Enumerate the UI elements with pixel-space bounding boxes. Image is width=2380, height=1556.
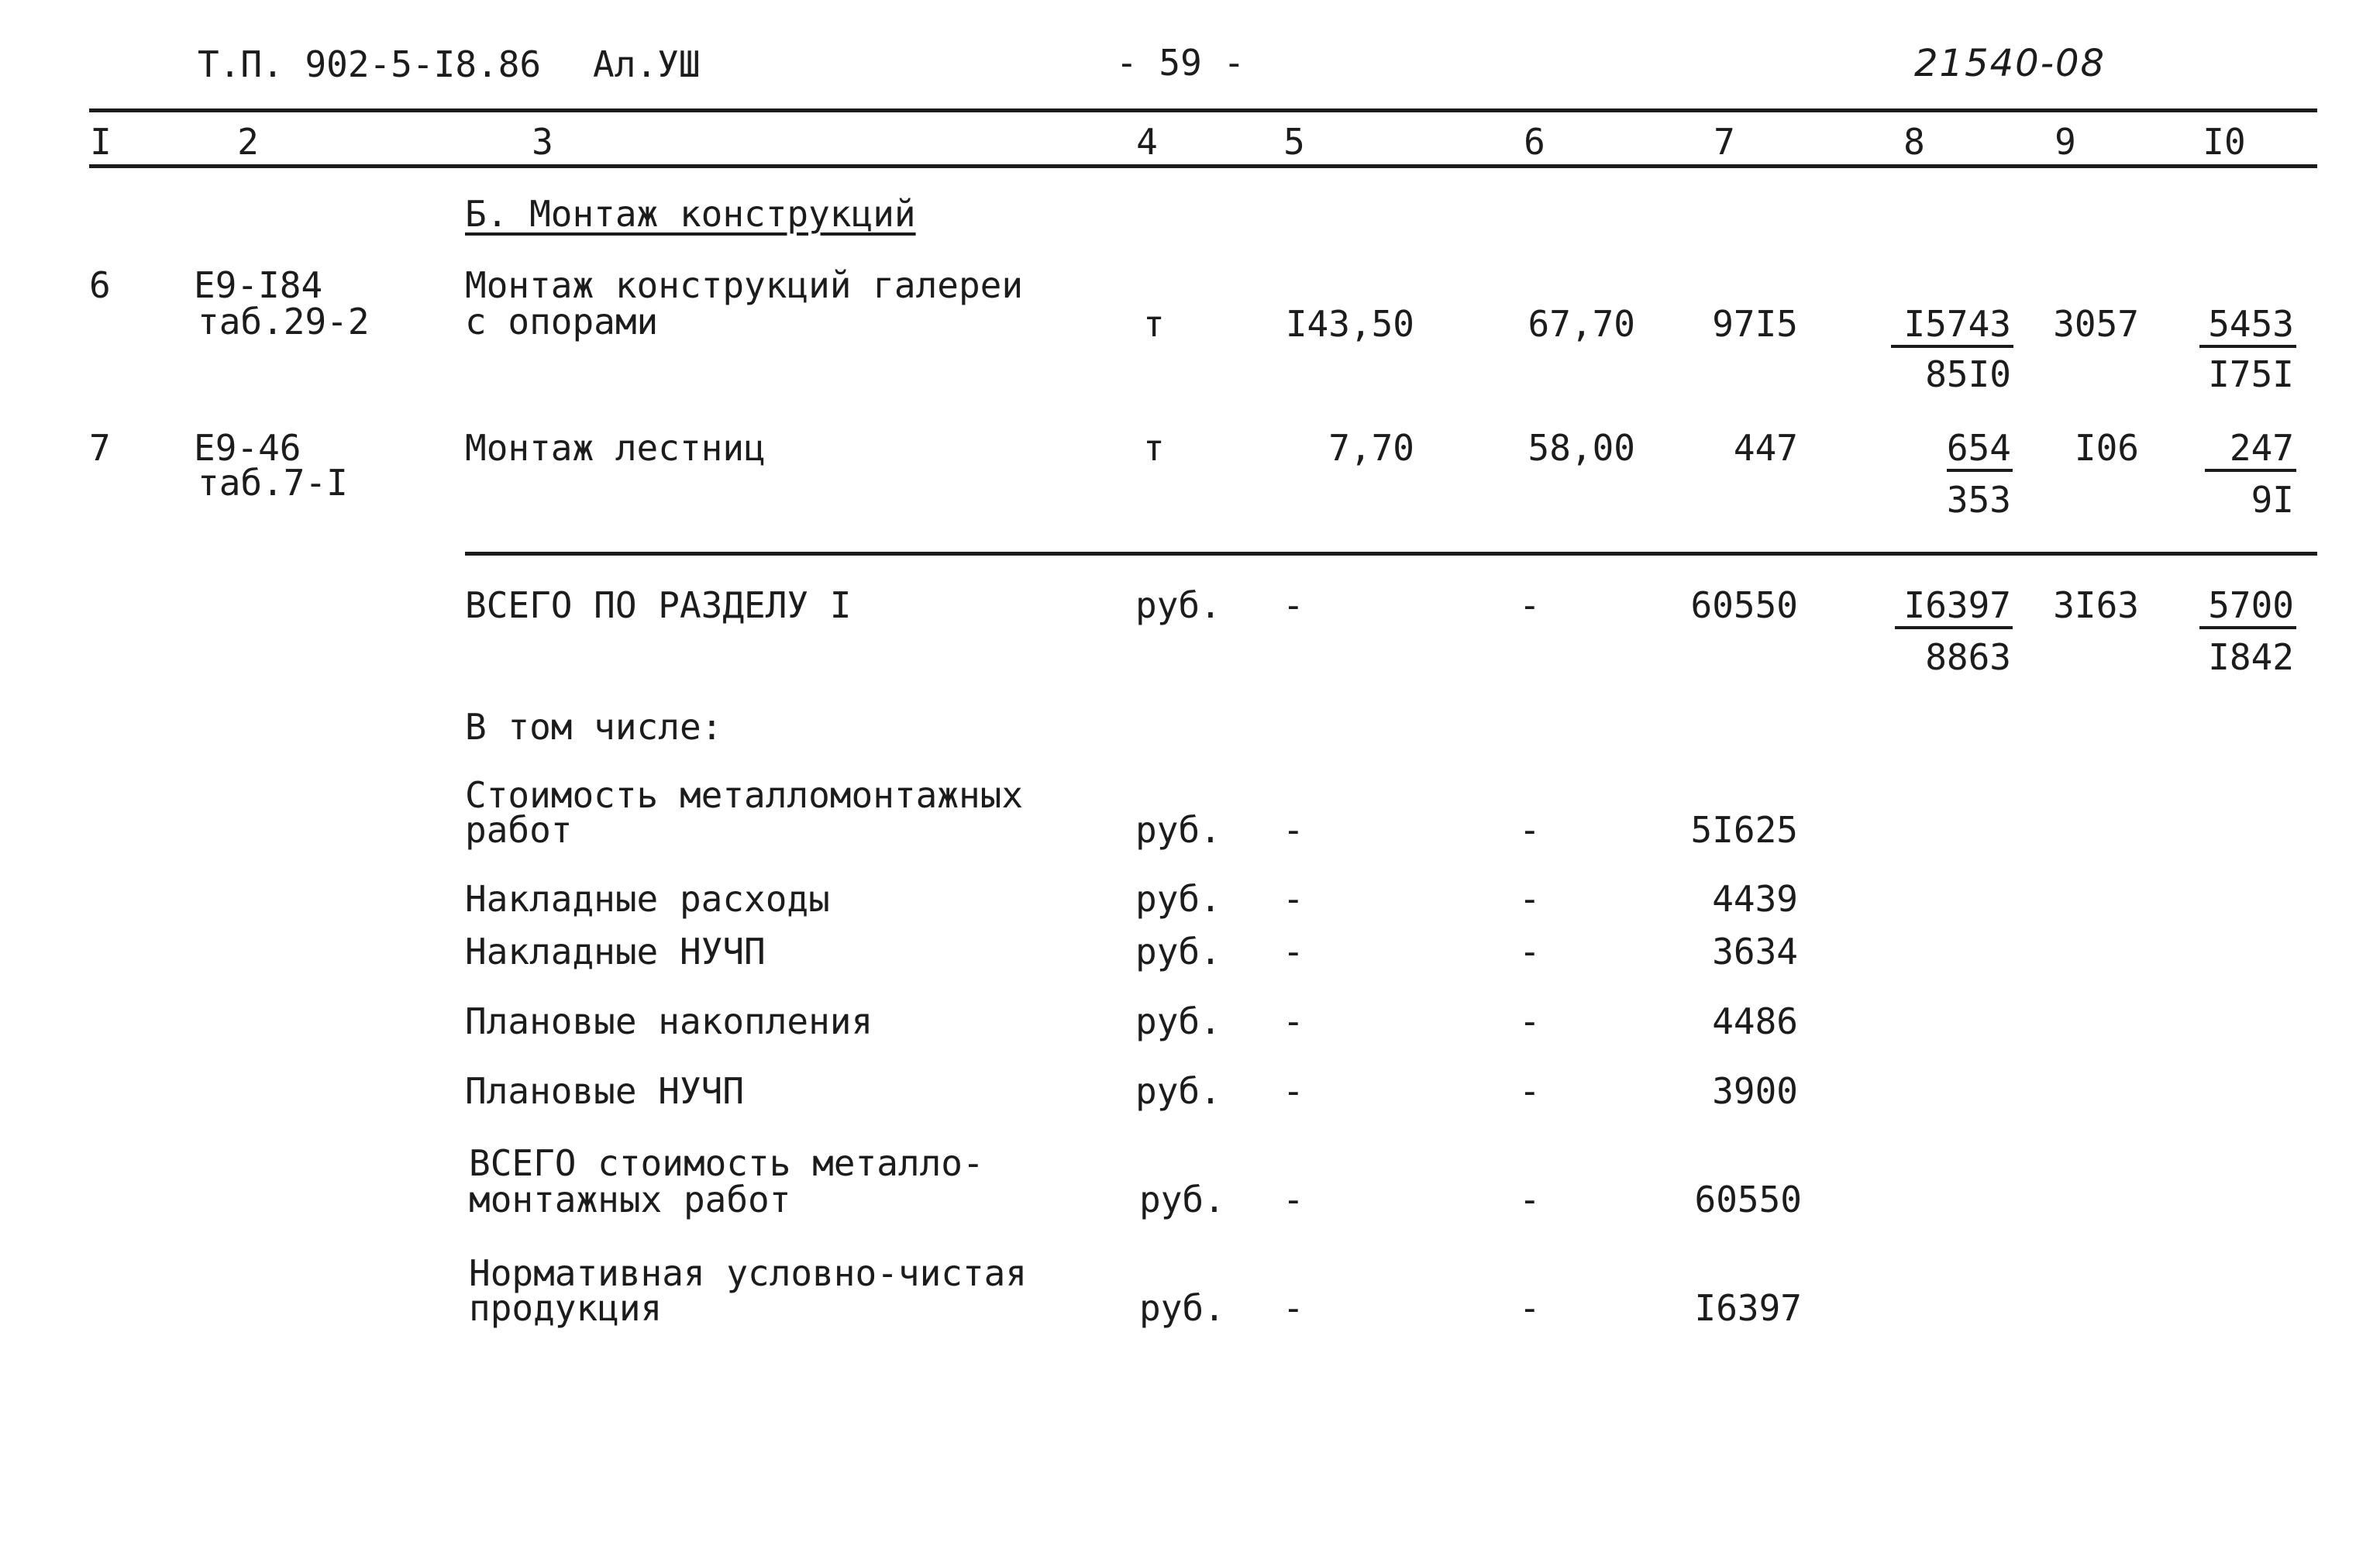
breakdown-unit-price: - bbox=[1519, 1070, 1541, 1112]
row-total: 97I5 bbox=[1712, 303, 1798, 345]
row-col8-fraction-bar bbox=[1947, 469, 2013, 472]
breakdown-unit-price: - bbox=[1519, 878, 1541, 920]
row-total: 447 bbox=[1733, 427, 1798, 469]
total-col10-top: 5700 bbox=[2208, 584, 2294, 626]
breakdown-quantity: - bbox=[1283, 1287, 1304, 1329]
row-col8-fraction-bar bbox=[1891, 345, 2013, 348]
row-col8-top: 654 bbox=[1946, 427, 2011, 469]
row-number: 7 bbox=[89, 427, 111, 469]
total-col8-top: I6397 bbox=[1903, 584, 2011, 626]
breakdown-unit-price: - bbox=[1519, 1287, 1541, 1329]
breakdown-label-cont: продукция bbox=[469, 1287, 663, 1329]
row-number: 6 bbox=[89, 264, 111, 306]
including-label: В том числе: bbox=[465, 706, 723, 748]
breakdown-total: 5I625 bbox=[1690, 809, 1798, 851]
row-unit-price: 67,70 bbox=[1528, 303, 1635, 345]
breakdown-total: 4439 bbox=[1712, 878, 1798, 920]
breakdown-unit: руб. bbox=[1139, 1179, 1225, 1220]
breakdown-total: 3634 bbox=[1712, 931, 1798, 972]
header-rule bbox=[89, 164, 2317, 168]
breakdown-unit-price: - bbox=[1519, 1000, 1541, 1042]
total-unit-price: - bbox=[1519, 584, 1541, 626]
breakdown-label: Накладные НУЧП bbox=[465, 931, 766, 972]
row-col10-bottom: I75I bbox=[2208, 353, 2294, 395]
row-table-ref: таб.7-I bbox=[198, 462, 348, 504]
breakdown-quantity: - bbox=[1283, 931, 1304, 972]
row-col10-top: 5453 bbox=[2208, 303, 2294, 345]
row-col10-top: 247 bbox=[2229, 427, 2294, 469]
row-name-cont: с опорами bbox=[465, 301, 659, 343]
breakdown-label: ВСЕГО стоимость металло- bbox=[469, 1142, 984, 1184]
row-code: Е9-46 bbox=[194, 427, 301, 469]
row-quantity: I43,50 bbox=[1285, 303, 1414, 345]
handwritten-code: 21540-08 bbox=[1914, 42, 2106, 85]
breakdown-unit-price: - bbox=[1519, 809, 1541, 851]
row-table-ref: таб.29-2 bbox=[198, 301, 370, 343]
breakdown-quantity: - bbox=[1283, 1179, 1304, 1220]
row-col10-bottom: 9I bbox=[2251, 479, 2294, 521]
breakdown-total: 60550 bbox=[1694, 1179, 1802, 1220]
total-col10-fraction-bar bbox=[2199, 626, 2296, 629]
breakdown-quantity: - bbox=[1283, 809, 1304, 851]
top-rule bbox=[89, 108, 2317, 112]
breakdown-total: 4486 bbox=[1712, 1000, 1798, 1042]
total-col9: 3I63 bbox=[2053, 584, 2139, 626]
album-number: Ал.УШ bbox=[593, 43, 701, 85]
row-col10-fraction-bar bbox=[2199, 345, 2296, 348]
breakdown-total: I6397 bbox=[1694, 1287, 1802, 1329]
breakdown-label: Накладные расходы bbox=[465, 878, 830, 920]
breakdown-unit-price: - bbox=[1519, 1179, 1541, 1220]
breakdown-label: Нормативная условно-чистая bbox=[469, 1252, 1028, 1294]
breakdown-quantity: - bbox=[1283, 1000, 1304, 1042]
breakdown-unit: руб. bbox=[1139, 1287, 1225, 1329]
total-separator-rule bbox=[465, 552, 2317, 556]
breakdown-label: Стоимость металломонтажных bbox=[465, 774, 1024, 816]
breakdown-label: Плановые накопления bbox=[465, 1000, 873, 1042]
breakdown-quantity: - bbox=[1283, 878, 1304, 920]
col-header-7: 7 bbox=[1714, 121, 1735, 163]
row-col8-bottom: 353 bbox=[1946, 479, 2011, 521]
row-unit-price: 58,00 bbox=[1528, 427, 1635, 469]
page-number: - 59 - bbox=[1116, 42, 1245, 84]
row-col9: 3057 bbox=[2053, 303, 2139, 345]
row-col9: I06 bbox=[2074, 427, 2139, 469]
total-col10-bottom: I842 bbox=[2208, 636, 2294, 678]
total-col8-bottom: 8863 bbox=[1925, 636, 2011, 678]
row-col10-fraction-bar bbox=[2205, 469, 2296, 472]
total-unit: руб. bbox=[1135, 584, 1221, 626]
row-col8-top: I5743 bbox=[1903, 303, 2011, 345]
col-header-8: 8 bbox=[1903, 121, 1925, 163]
breakdown-label-cont: работ bbox=[465, 809, 573, 851]
col-header-3: 3 bbox=[532, 121, 553, 163]
col-header-6: 6 bbox=[1524, 121, 1545, 163]
breakdown-total: 3900 bbox=[1712, 1070, 1798, 1112]
total-col8-fraction-bar bbox=[1895, 626, 2013, 629]
row-name: Монтаж конструкций галереи bbox=[465, 264, 1024, 306]
col-header-10: I0 bbox=[2203, 121, 2246, 163]
col-header-4: 4 bbox=[1136, 121, 1158, 163]
col-header-9: 9 bbox=[2055, 121, 2076, 163]
row-col8-bottom: 85I0 bbox=[1925, 353, 2011, 395]
col-header-2: 2 bbox=[237, 121, 259, 163]
col-header-5: 5 bbox=[1283, 121, 1305, 163]
breakdown-label: Плановые НУЧП bbox=[465, 1070, 745, 1112]
breakdown-label-cont: монтажных работ bbox=[469, 1179, 791, 1220]
row-name: Монтаж лестниц bbox=[465, 427, 766, 469]
col-header-1: I bbox=[90, 121, 112, 163]
total-label: ВСЕГО ПО РАЗДЕЛУ I bbox=[465, 584, 852, 626]
breakdown-quantity: - bbox=[1283, 1070, 1304, 1112]
breakdown-unit-price: - bbox=[1519, 931, 1541, 972]
breakdown-unit: руб. bbox=[1135, 1000, 1221, 1042]
row-unit: т bbox=[1143, 427, 1165, 469]
total-sum: 60550 bbox=[1690, 584, 1798, 626]
breakdown-unit: руб. bbox=[1135, 1070, 1221, 1112]
breakdown-unit: руб. bbox=[1135, 809, 1221, 851]
total-quantity: - bbox=[1283, 584, 1304, 626]
row-quantity: 7,70 bbox=[1328, 427, 1414, 469]
section-title: Б. Монтаж конструкций bbox=[465, 193, 916, 235]
breakdown-unit: руб. bbox=[1135, 878, 1221, 920]
breakdown-unit: руб. bbox=[1135, 931, 1221, 972]
row-code: Е9-I84 bbox=[194, 264, 323, 306]
doc-reference: Т.П. 902-5-I8.86 bbox=[198, 43, 542, 85]
row-unit: т bbox=[1143, 303, 1165, 345]
